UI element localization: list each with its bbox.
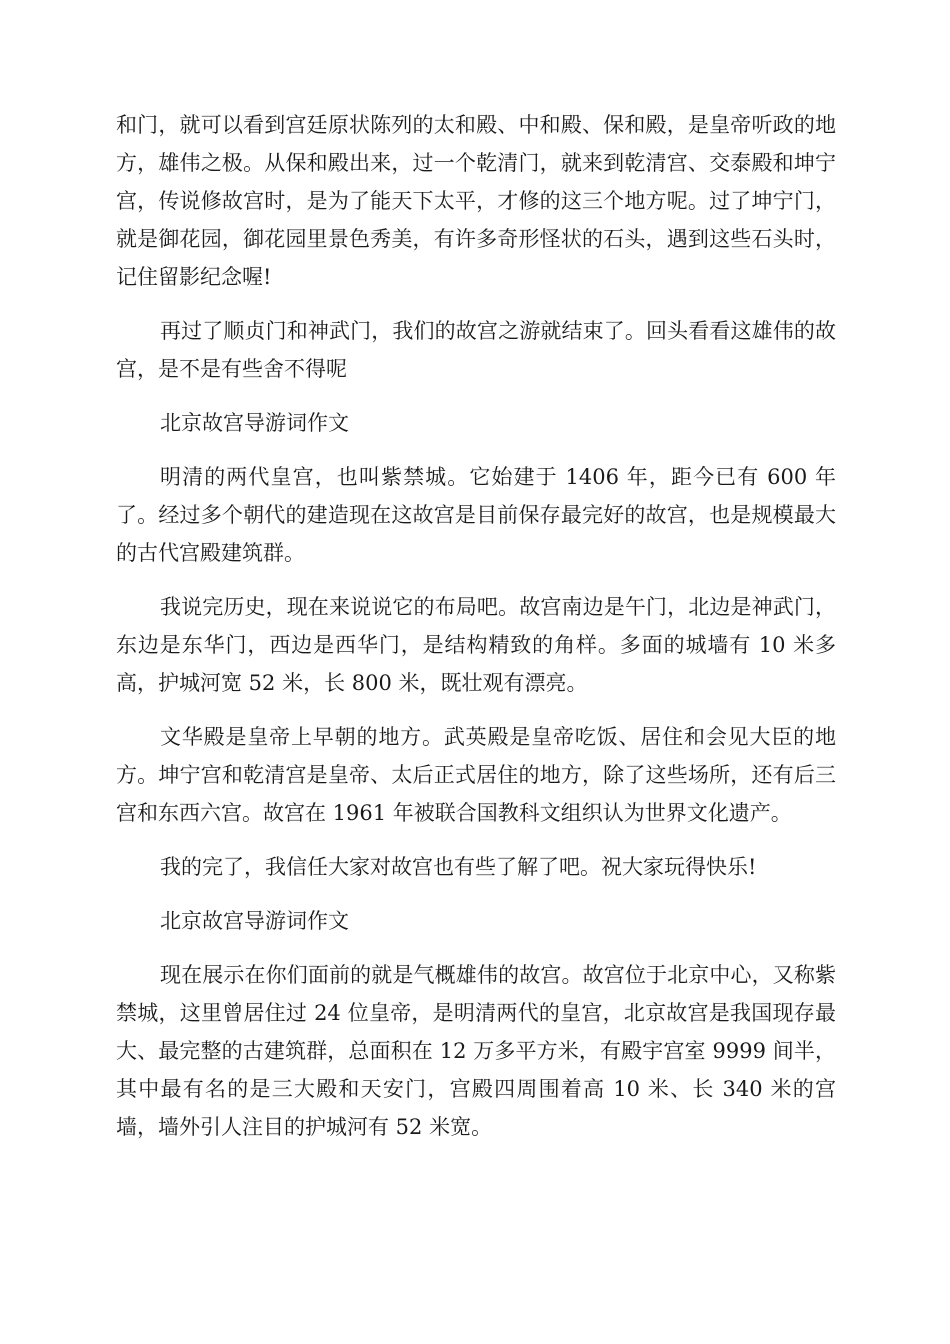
section-title: 北京故宫导游词作文: [160, 411, 349, 435]
document-page: [116, 106, 836, 1162]
paragraph-closing: 我的完了，我信任大家对故宫也有些了解了吧。祝大家玩得快乐!: [160, 855, 757, 879]
paragraph-history: 明清的两代皇宫，也叫紫禁城。它始建于 1406 年，距今已有 600 年了。经过多个朝代的建造现在这故宫是目前保存最完好的故宫，也是规模最大的古代宫殿建筑群。: [116, 465, 836, 565]
paragraph-halls: 文华殿是皇帝上早朝的地方。武英殿是皇帝吃饭、居住和会见大臣的地方。坤宁宫和乾清宫是皇帝、太后正式居住的地方，除了这些场所，还有后三宫和东西六宫。故宫在 1961 年被联合国教科文组织认为世界文化遗产。: [116, 725, 836, 825]
section-title: 北京故宫导游词作文: [160, 909, 349, 933]
paragraph-end-of-tour: 再过了顺贞门和神武门，我们的故宫之游就结束了。回头看看这雄伟的故宫，是不是有些舍不得呢: [116, 319, 836, 381]
paragraph-continuation: 和门，就可以看到宫廷原状陈列的太和殿、中和殿、保和殿，是皇帝听政的地方，雄伟之极。从保和殿出来，过一个乾清门，就来到乾清宫、交泰殿和坤宁宫，传说修故宫时，是为了能天下太平，才修的这三个地方呢。过了坤宁门，就是御花园，御花园里景色秀美，有许多奇形怪状的石头，遇到这些石头时，记住留影纪念喔!: [116, 113, 836, 289]
paragraph-layout: 我说完历史，现在来说说它的布局吧。故宫南边是午门，北边是神武门，东边是东华门，西边是西华门，是结构精致的角样。多面的城墙有 10 米多高，护城河宽 52 米，长 800 米，既壮观有漂亮。: [116, 595, 836, 695]
paragraph-introduction: 现在展示在你们面前的就是气概雄伟的故宫。故宫位于北京中心，又称紫禁城，这里曾居住过 24 位皇帝，是明清两代的皇宫，北京故宫是我国现存最大、最完整的古建筑群，总面积在 12 万多平方米，有殿宇宫室 9999 间半，其中最有名的是三大殿和天安门，宫殿四周围着高 10 米、长 340 米的宫墙，墙外引人注目的护城河有 52 米宽。: [116, 963, 836, 1139]
